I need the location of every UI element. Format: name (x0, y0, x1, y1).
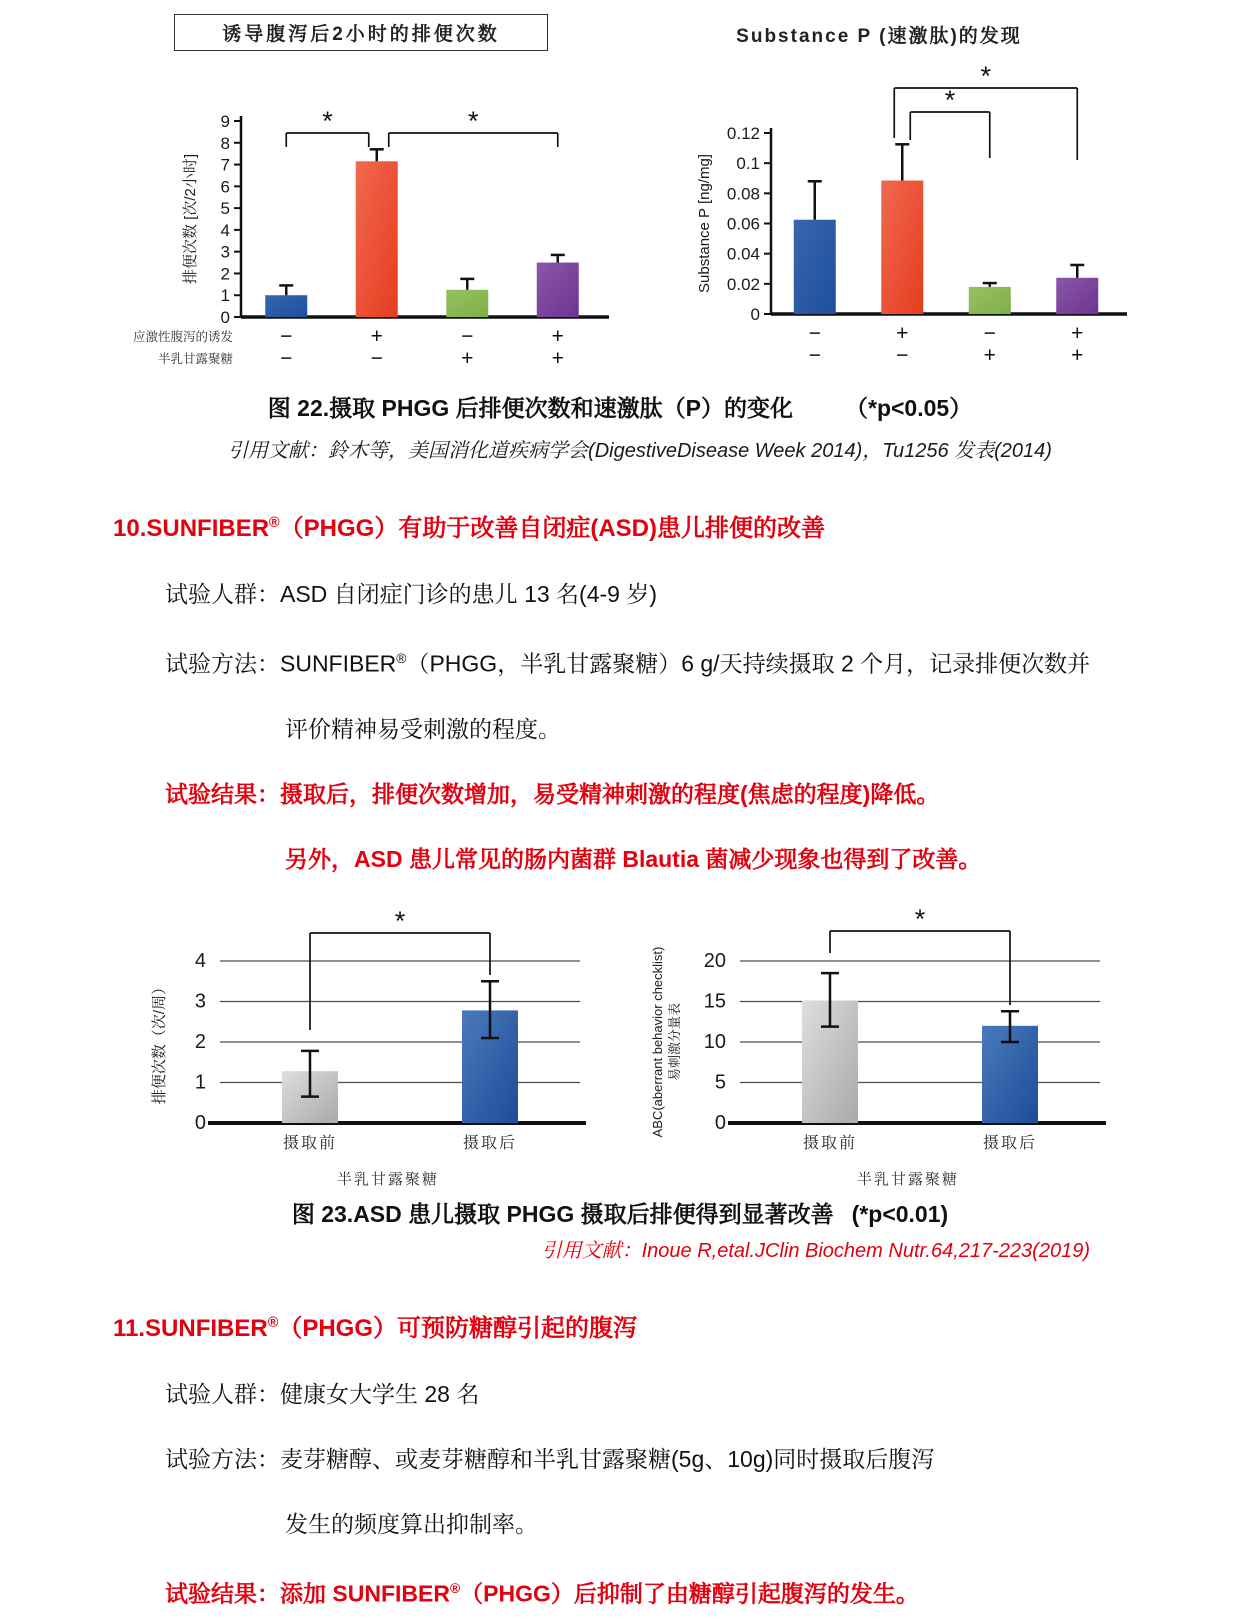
figure23-caption-text: 图 23.ASD 患儿摄取 PHGG 摄取后排便得到显著改善 (291, 1200, 834, 1227)
chart-sublabel-galactomannan: 半乳甘露聚糖 (856, 1170, 959, 1188)
svg-text:0.12: 0.12 (726, 124, 760, 143)
section10-test-result: 试验结果：摄取后，排便次数增加，易受精神刺激的程度(焦虑的程度)降低。 (165, 780, 940, 807)
section11-test-population: 试验人群：健康女大学生 28 名 (165, 1380, 480, 1407)
figure22-citation: 引用文献：鈴木等，美国消化道疾病学会(DigestiveDisease Week 2014)，Tu1256 发表(2014) (228, 440, 1052, 462)
chart-substance-p (629, 14, 1129, 380)
svg-text:*: * (944, 85, 956, 115)
svg-text:−: − (461, 325, 474, 348)
svg-text:0.02: 0.02 (726, 274, 760, 294)
svg-text:1: 1 (220, 286, 230, 306)
svg-text:+: + (983, 344, 996, 367)
svg-text:+: + (551, 325, 564, 348)
section10-test-result-cont: 另外，ASD 患儿常见的肠内菌群 Blautia 菌减少现象也得到了改善。 (285, 845, 982, 872)
svg-text:0: 0 (714, 1111, 726, 1134)
svg-text:0.04: 0.04 (726, 244, 760, 264)
bar-chart-abc-checklist (640, 881, 1120, 1166)
svg-text:0.06: 0.06 (726, 214, 760, 234)
svg-text:+: + (1071, 322, 1084, 345)
svg-text:0: 0 (750, 305, 760, 324)
svg-text:摄取后: 摄取后 (462, 1134, 518, 1152)
section11-result-pre: 试验结果：添加 SUNFIBER (165, 1580, 450, 1607)
svg-text:2: 2 (220, 264, 230, 284)
svg-text:−: − (896, 344, 909, 367)
svg-text:20: 20 (703, 949, 726, 972)
svg-text:+: + (461, 347, 474, 370)
bar-chart-defecation-weekly (120, 881, 600, 1166)
svg-text:15: 15 (703, 990, 726, 1013)
svg-text:4: 4 (220, 220, 230, 240)
chart-sublabel-galactomannan: 半乳甘露聚糖 (336, 1170, 439, 1188)
section10-test-method-cont: 评价精神易受刺激的程度。 (285, 715, 561, 742)
bar-chart-substance-p (629, 48, 1129, 380)
section10-heading (0, 507, 1240, 545)
section10-heading-post: （PHGG）有助于改善自闭症(ASD)患儿排便的改善 (279, 515, 825, 542)
svg-text:应激性腹泻的诱发: 应激性腹泻的诱发 (132, 330, 233, 344)
figure23-caption (0, 1199, 1240, 1229)
svg-text:+: + (1071, 344, 1084, 367)
figure22-pvalue: （*p<0.05） (845, 395, 973, 421)
section11-heading-pre: 11.SUNFIBER (113, 1314, 268, 1342)
figure22-caption (0, 393, 1240, 423)
svg-text:Substance P [ng/mg]: Substance P [ng/mg] (696, 154, 713, 293)
section11-test-method: 试验方法：麦芽糖醇、或麦芽糖醇和半乳甘露聚糖(5g、10g)同时摄取后腹泻 (165, 1445, 935, 1472)
svg-text:*: * (322, 106, 333, 136)
section10-method-post: （PHGG，半乳甘露聚糖）6 g/天持续摄取 2 个月，记录排便次数并 (406, 650, 1091, 677)
svg-text:3: 3 (194, 990, 206, 1013)
section11-heading (0, 1307, 1240, 1345)
section10-test-method (0, 643, 1240, 680)
svg-text:半乳甘露聚糖: 半乳甘露聚糖 (157, 352, 233, 366)
svg-text:0: 0 (194, 1111, 206, 1134)
svg-text:10: 10 (703, 1030, 726, 1053)
section11-result-post: （PHGG）后抑制了由糖醇引起腹泻的发生。 (460, 1580, 919, 1607)
svg-text:4: 4 (194, 949, 206, 972)
svg-text:0.08: 0.08 (726, 184, 760, 204)
svg-text:ABC(aberrant behavior checklis: ABC(aberrant behavior checklist) (650, 946, 665, 1138)
svg-text:+: + (896, 322, 909, 345)
svg-text:摄取前: 摄取前 (802, 1134, 858, 1152)
svg-text:1: 1 (194, 1071, 206, 1094)
section10-heading-pre: 10.SUNFIBER (113, 515, 270, 542)
svg-text:−: − (280, 347, 293, 370)
svg-text:摄取后: 摄取后 (982, 1134, 1038, 1152)
svg-text:5: 5 (714, 1071, 726, 1094)
svg-text:−: − (370, 347, 383, 370)
registered-trademark-icon: ® (269, 515, 280, 531)
chart-title-defecation-2h: 诱导腹泻后2小时的排便次数 (174, 14, 548, 51)
section11-test-method-cont: 发生的频度算出抑制率。 (285, 1510, 538, 1537)
bar-chart-defecation-2h (111, 51, 611, 383)
chart-abc-checklist (640, 881, 1120, 1189)
svg-text:−: − (808, 344, 821, 367)
figure23-charts-row (0, 881, 1240, 1189)
svg-text:*: * (980, 61, 992, 91)
svg-text:−: − (983, 322, 996, 345)
svg-text:3: 3 (220, 242, 230, 262)
section10-test-population: 试验人群：ASD 自闭症门诊的患儿 13 名(4-9 岁) (165, 581, 657, 607)
svg-text:*: * (467, 106, 479, 136)
registered-trademark-icon: ® (396, 651, 407, 666)
registered-trademark-icon: ® (449, 1580, 461, 1596)
section11-heading-post: （PHGG）可预防糖醇引起的腹泻 (278, 1314, 638, 1342)
svg-text:摄取前: 摄取前 (282, 1134, 338, 1152)
figure22-charts-row (0, 14, 1240, 383)
svg-text:易刺激分量表: 易刺激分量表 (667, 1002, 682, 1081)
figure22-caption-text: 图 22.摄取 PHGG 后排便次数和速激肽（P）的变化 (267, 395, 793, 421)
svg-text:2: 2 (194, 1030, 206, 1053)
svg-text:8: 8 (220, 133, 230, 153)
chart-title-substance-p: Substance P (速激肽)的发现 (736, 26, 1022, 47)
svg-text:−: − (280, 325, 293, 348)
section11-test-result (0, 1573, 1240, 1610)
svg-text:6: 6 (220, 177, 230, 197)
svg-text:0.1: 0.1 (736, 154, 760, 174)
section10-method-pre: 试验方法：SUNFIBER (165, 650, 397, 677)
svg-text:−: − (808, 322, 821, 345)
figure23-citation: 引用文献：Inoue R,etal.JClin Biochem Nutr.64,217-223(2019) (541, 1239, 1090, 1262)
chart-defecation-2h (111, 14, 611, 383)
svg-text:*: * (914, 903, 926, 934)
svg-text:+: + (551, 347, 564, 370)
registered-trademark-icon: ® (267, 1314, 279, 1331)
svg-text:排便次数 [次/2小时]: 排便次数 [次/2小时] (182, 153, 199, 285)
svg-text:5: 5 (220, 199, 230, 219)
svg-text:9: 9 (220, 112, 230, 131)
svg-text:*: * (394, 905, 406, 936)
svg-text:+: + (370, 325, 383, 348)
svg-text:0: 0 (220, 308, 230, 327)
figure23-pvalue: (*p<0.01) (851, 1200, 949, 1227)
svg-text:排便次数（次/周）: 排便次数（次/周） (151, 979, 168, 1104)
chart-defecation-weekly (120, 881, 600, 1189)
svg-text:7: 7 (220, 155, 230, 175)
